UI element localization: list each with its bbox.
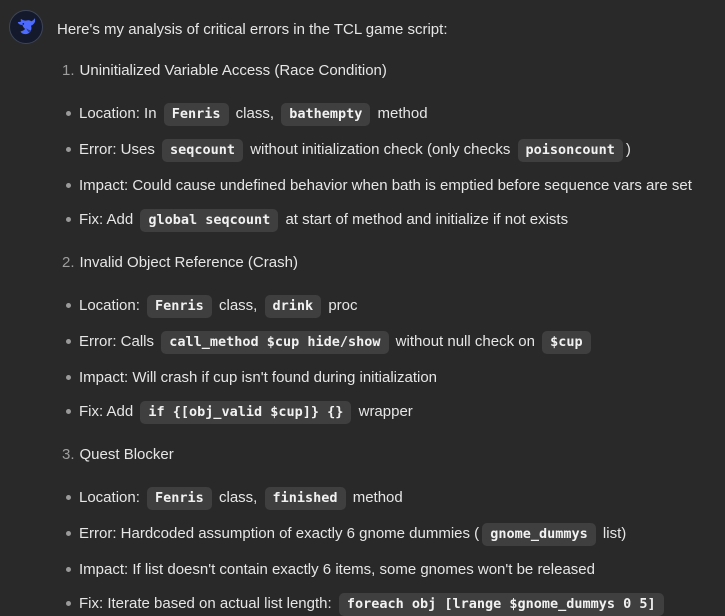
inline-code: Fenris bbox=[164, 103, 229, 126]
intro-text: Here's my analysis of critical errors in the TCL game script: bbox=[57, 21, 448, 38]
bullet-icon bbox=[66, 217, 71, 222]
list-item-title: Uninitialized Variable Access (Race Condition) bbox=[79, 62, 387, 79]
deepseek-whale-icon bbox=[15, 16, 37, 38]
list-item bbox=[57, 367, 713, 388]
inline-code: drink bbox=[265, 295, 322, 318]
list-item bbox=[57, 209, 713, 232]
list-item-text: Impact: Will crash if cup isn't found during initialization bbox=[79, 369, 438, 386]
list-item bbox=[57, 175, 713, 196]
bullet-icon bbox=[66, 147, 71, 152]
inline-code: poisoncount bbox=[518, 139, 623, 162]
list-item bbox=[57, 401, 713, 424]
list-item-heading bbox=[62, 60, 713, 81]
inline-code: Fenris bbox=[147, 487, 212, 510]
bullet-icon bbox=[66, 531, 71, 536]
inline-code: bathempty bbox=[281, 103, 370, 126]
bullet-list bbox=[57, 487, 713, 616]
list-item bbox=[57, 487, 713, 510]
inline-code: seqcount bbox=[162, 139, 243, 162]
assistant-avatar bbox=[9, 10, 43, 44]
list-item-text: Error: Calls call_method $cup hide/show without null check on $cup bbox=[79, 333, 594, 350]
bullet-icon bbox=[66, 601, 71, 606]
bullet-icon bbox=[66, 375, 71, 380]
inline-code: finished bbox=[265, 487, 346, 510]
list-item bbox=[57, 523, 713, 546]
list-item-text: Error: Uses seqcount without initialization check (only checks poisoncount ) bbox=[79, 141, 631, 158]
inline-code: Fenris bbox=[147, 295, 212, 318]
inline-code: call_method $cup hide/show bbox=[161, 331, 388, 354]
inline-code: if {[obj_valid $cup]} {} bbox=[140, 401, 351, 424]
list-item bbox=[57, 139, 713, 162]
list-item bbox=[57, 103, 713, 126]
list-item-text: Impact: If list doesn't contain exactly 6 items, some gnomes won't be released bbox=[79, 561, 595, 578]
list-item-text: Location: Fenris class, finished method bbox=[79, 489, 403, 506]
analysis-sections bbox=[57, 60, 713, 616]
bullet-icon bbox=[66, 111, 71, 116]
list-item-text: Impact: Could cause undefined behavior when bath is emptied before sequence vars are set bbox=[79, 177, 692, 194]
list-item-text: Fix: Add global seqcount at start of method and initialize if not exists bbox=[79, 211, 568, 228]
bullet-icon bbox=[66, 303, 71, 308]
list-item-text: Fix: Add if {[obj_valid $cup]} {} wrapper bbox=[79, 403, 413, 420]
list-item-text: Error: Hardcoded assumption of exactly 6 gnome dummies ( gnome_dummys list) bbox=[79, 525, 626, 542]
list-number: 1. bbox=[62, 62, 75, 79]
bullet-list bbox=[57, 295, 713, 424]
list-number: 3. bbox=[62, 446, 75, 463]
inline-code: global seqcount bbox=[140, 209, 278, 232]
list-item-title: Invalid Object Reference (Crash) bbox=[79, 254, 298, 271]
bullet-list bbox=[57, 103, 713, 232]
list-item-heading bbox=[62, 252, 713, 273]
message-content bbox=[57, 19, 713, 616]
list-item-text: Fix: Iterate based on actual list length: foreach obj [lrange $gnome_dummys 0 5] bbox=[79, 595, 667, 612]
bullet-icon bbox=[66, 339, 71, 344]
inline-code: foreach obj [lrange $gnome_dummys 0 5] bbox=[339, 593, 664, 616]
bullet-icon bbox=[66, 409, 71, 414]
list-item-text: Location: Fenris class, drink proc bbox=[79, 297, 358, 314]
list-item-heading bbox=[62, 444, 713, 465]
list-item bbox=[57, 295, 713, 318]
bullet-icon bbox=[66, 567, 71, 572]
list-item bbox=[57, 559, 713, 580]
inline-code: gnome_dummys bbox=[482, 523, 596, 546]
list-item-text: Location: In Fenris class, bathempty method bbox=[79, 105, 428, 122]
bullet-icon bbox=[66, 495, 71, 500]
bullet-icon bbox=[66, 183, 71, 188]
inline-code: $cup bbox=[542, 331, 591, 354]
list-number: 2. bbox=[62, 254, 75, 271]
list-item bbox=[57, 331, 713, 354]
list-item-title: Quest Blocker bbox=[79, 446, 174, 463]
